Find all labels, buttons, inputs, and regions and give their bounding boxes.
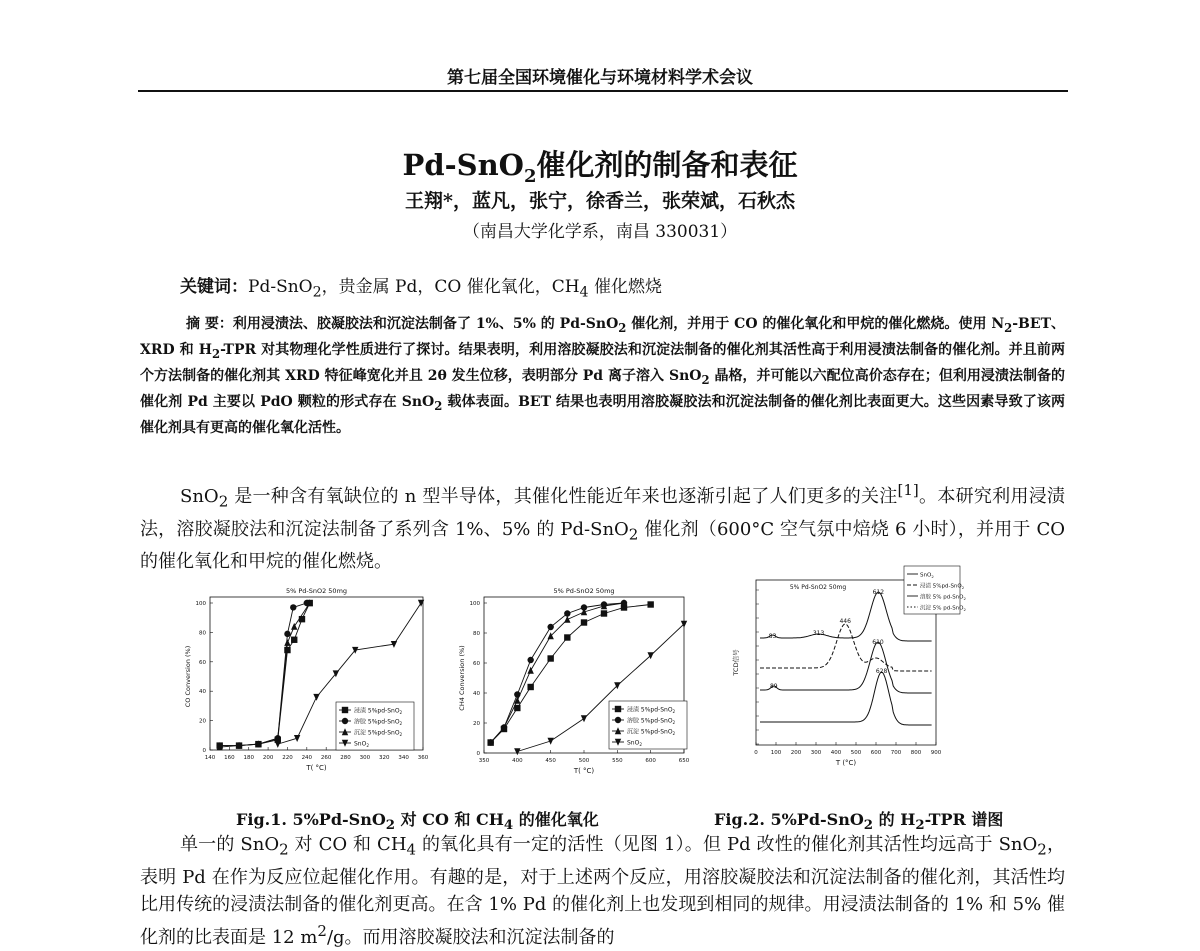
chart-title: 5% Pd-SnO2 50mg — [789, 584, 847, 591]
x-tick-label: 160 — [224, 755, 235, 761]
y-tick-label: 20 — [199, 718, 206, 725]
caption-sub: 2 — [385, 817, 396, 834]
title-part: Pd-SnO — [402, 148, 524, 182]
affiliation: （南昌大学化学系，南昌 330031） — [462, 222, 738, 242]
x-tick-label: 320 — [379, 755, 390, 761]
data-point — [275, 741, 281, 748]
x-tick-label: 700 — [890, 750, 902, 756]
legend-label: 沉淀 5%pd-SnO$_2$ — [354, 729, 403, 737]
x-tick-label: 200 — [790, 750, 802, 756]
x-axis-label: T (°C) — [835, 759, 857, 767]
x-tick-label: 220 — [282, 755, 293, 761]
y-tick-label: 100 — [195, 601, 206, 607]
abstract-sub: 2 — [434, 398, 443, 413]
x-tick-label: 500 — [578, 758, 590, 764]
body-text: 对 CO 和 CH — [288, 834, 407, 855]
header-rule — [138, 90, 1068, 92]
paper-title — [0, 143, 1200, 187]
x-tick-label: 900 — [930, 750, 942, 756]
x-tick-label: 240 — [301, 755, 313, 761]
chart-title: 5% Pd-SnO2 50mg — [285, 587, 348, 595]
keywords-text: 催化燃烧 — [588, 277, 662, 297]
authors: 王翔*，蓝凡，张宁，徐香兰，张荣斌，石秋杰 — [405, 190, 795, 212]
data-point — [601, 610, 607, 616]
x-tick-label: 300 — [359, 755, 371, 761]
body-sup: 2 — [317, 921, 327, 940]
caption-text: -TPR 谱图 — [924, 810, 1004, 829]
body-text: /g。而用溶胶凝胶法和沉淀法制备的 — [326, 926, 615, 948]
x-tick-label: 600 — [870, 750, 882, 756]
x-axis-label: T( °C) — [306, 764, 327, 772]
legend-label: 沉淀 5%pd-SnO$_2$ — [627, 728, 676, 736]
abstract-text: 利用浸渍法、胶凝胶法和沉淀法制备了 1%、5% 的 Pd-SnO — [232, 316, 619, 332]
x-axis-label: T( °C) — [573, 767, 595, 775]
data-point — [313, 694, 319, 701]
data-point — [514, 748, 520, 755]
tpr-curve — [760, 672, 932, 725]
data-point — [527, 657, 533, 663]
intro-text: SnO — [180, 486, 219, 507]
tpr-curve — [760, 624, 932, 671]
data-point — [284, 647, 290, 653]
peak-label: 628 — [875, 668, 888, 675]
peak-label: 610 — [872, 639, 884, 646]
x-tick-label: 280 — [340, 755, 351, 761]
abstract-text: -TPR 对其物理化学性质进行了探讨。结果表明，利用溶胶凝胶法和沉淀法制备的催化剂其活性高于利用浸渍法制备的催化剂。并且前两个方法制备的催化剂其 XRD 特征峰宽化并且 2θ 发生位移，表明部分 Pd 离子溶入 SnO — [140, 342, 1065, 384]
keywords — [180, 272, 662, 300]
abstract-text: 晶格，并可能以六配位高价态存在；但利用浸渍法制备的催化剂 Pd 主要以 PdO 颗粒的形式存在 SnO — [140, 368, 1065, 410]
body-text: 的氧化具有一定的活性（见图 1）。但 Pd 改性的催化剂其活性均远高于 SnO — [416, 834, 1038, 855]
data-point — [647, 652, 653, 659]
legend-label: 浸渍 5%pd-SnO$_2$ — [920, 583, 965, 590]
data-point — [581, 715, 587, 722]
body-sub: 2 — [279, 840, 289, 859]
y-tick-label: 0 — [202, 748, 206, 754]
legend-label: 浸渍 5%pd-SnO$_2$ — [354, 707, 403, 715]
body-sub: 4 — [406, 840, 417, 859]
abstract-sub: 2 — [618, 320, 627, 335]
figure1-caption — [236, 807, 599, 833]
results-paragraph — [140, 831, 1065, 951]
chart-title: 5% Pd-SnO2 50mg — [553, 587, 615, 595]
data-point — [299, 616, 305, 622]
data-point — [527, 684, 533, 690]
conference-header: 第七届全国环境催化与环境材料学术会议 — [447, 68, 753, 88]
y-axis-label: TCD信号 — [732, 649, 740, 676]
x-tick-label: 100 — [770, 750, 782, 756]
legend-marker — [342, 718, 348, 724]
legend-label: SnO$_2$ — [920, 572, 934, 579]
peak-label: 612 — [872, 589, 885, 596]
abstract-sub: 2 — [701, 372, 710, 387]
abstract-sub: 2 — [1004, 320, 1013, 335]
legend-marker — [615, 706, 621, 712]
x-tick-label: 350 — [478, 758, 490, 764]
peak-label: 446 — [839, 618, 851, 625]
data-point — [581, 619, 587, 625]
y-tick-label: 20 — [473, 721, 480, 727]
y-tick-label: 80 — [199, 630, 206, 637]
x-tick-label: 140 — [204, 755, 216, 761]
data-point — [547, 655, 553, 661]
x-tick-label: 200 — [262, 755, 274, 761]
x-tick-label: 400 — [830, 750, 842, 756]
keywords-text: Pd-SnO — [248, 277, 313, 297]
abstract — [140, 313, 1065, 439]
legend-label: SnO$_2$ — [354, 740, 370, 748]
x-tick-label: 360 — [417, 755, 429, 761]
y-tick-label: 80 — [473, 631, 480, 637]
y-tick-label: 60 — [199, 659, 206, 666]
x-tick-label: 450 — [545, 758, 556, 764]
x-tick-label: 650 — [678, 758, 690, 764]
legend-marker — [342, 707, 348, 713]
data-point — [647, 601, 653, 607]
y-tick-label: 100 — [469, 601, 480, 607]
caption-text: 的 H — [873, 810, 916, 829]
intro-sub: 2 — [628, 525, 639, 544]
title-sub: 2 — [523, 165, 537, 187]
keywords-label: 关键词： — [180, 277, 248, 297]
title-part: 催化剂的制备和表征 — [536, 148, 798, 182]
x-tick-label: 340 — [398, 755, 409, 761]
citation-ref: [1] — [897, 481, 919, 499]
chart-h2-tpr — [724, 560, 966, 782]
abstract-text: 催化剂，并用于 CO 的催化氧化和甲烷的催化燃烧。使用 N — [626, 316, 1005, 332]
x-tick-label: 800 — [910, 750, 922, 756]
abstract-text: -BET、XRD 和 H — [140, 316, 1065, 358]
data-point — [564, 634, 570, 640]
x-tick-label: 0 — [754, 750, 758, 756]
y-tick-label: 40 — [473, 691, 480, 697]
x-tick-label: 260 — [320, 755, 332, 761]
y-tick-label: 40 — [199, 689, 206, 696]
intro-text: 是一种含有氧缺位的 n 型半导体，其催化性能近年来也逐渐引起了人们更多的关注 — [228, 486, 898, 507]
legend-label: 沉淀 5% pd-SnO$_2$ — [920, 605, 966, 612]
data-point — [564, 610, 570, 616]
intro-text: 催化剂（600°C 空气氛中焙烧 6 小时），并用于 CO 的催化氧化和甲烷的催化燃烧。 — [140, 518, 1066, 573]
data-point — [284, 639, 290, 646]
keywords-sub: 4 — [579, 284, 589, 301]
x-tick-label: 300 — [810, 750, 822, 756]
caption-sub: 2 — [863, 817, 874, 834]
data-point — [284, 631, 290, 637]
x-tick-label: 400 — [512, 758, 523, 764]
body-sub: 2 — [1037, 840, 1047, 859]
caption-text: Fig.1. 5%Pd-SnO — [236, 810, 386, 829]
figure2-caption — [714, 807, 1003, 833]
y-axis-label: CO Conversion (%) — [184, 645, 192, 708]
x-tick-label: 180 — [243, 755, 254, 761]
abstract-text: 载体表面。BET 结果也表明用溶胶凝胶法和沉淀法制备的催化剂比表面更大。这些因素导致了该两催化剂具有更高的催化氧化活性。 — [140, 394, 1066, 436]
y-tick-label: 60 — [473, 661, 480, 667]
peak-label: 89 — [769, 683, 778, 690]
chart-ch4-conversion — [452, 575, 702, 790]
caption-text: Fig.2. 5%Pd-SnO — [714, 810, 864, 829]
legend-label: SnO$_2$ — [627, 739, 643, 747]
legend-label: 溶胶 5%pd-SnO$_2$ — [627, 717, 676, 725]
body-text: 单一的 SnO — [180, 834, 280, 855]
caption-text: 对 CO 和 CH — [395, 810, 504, 829]
legend-label: 溶胶 5% pd-SnO$_2$ — [920, 594, 966, 601]
x-tick-label: 550 — [612, 758, 623, 764]
legend-label: 浸渍 5%pd-SnO$_2$ — [627, 706, 676, 714]
data-point — [547, 624, 553, 630]
legend-marker — [615, 717, 621, 723]
caption-sub: 4 — [503, 817, 514, 834]
body-text: ，表明 Pd 在作为反应位起催化作用。有趣的是，对于上述两个反应，用溶胶凝胶法和沉淀法制备的催化剂，其活性均比用传统的浸渍法制备的催化剂更高。在含 1% Pd 的催化剂上也发现到相同的规律。用浸渍法制备的 1% 和 5% 催化剂的比表面是 12 m — [140, 834, 1066, 948]
data-point — [564, 616, 570, 623]
caption-sub: 2 — [915, 817, 925, 834]
caption-text: 的催化氧化 — [513, 810, 599, 829]
series-line — [491, 603, 624, 743]
series-line — [491, 603, 624, 743]
intro-sub: 2 — [218, 492, 229, 511]
chart-co-conversion — [178, 575, 440, 790]
keywords-text: ，贵金属 Pd，CO 催化氧化，CH — [321, 277, 580, 297]
peak-label: 83 — [768, 633, 777, 640]
data-point — [290, 604, 296, 610]
data-point — [527, 667, 533, 674]
keywords-sub: 2 — [312, 284, 322, 301]
data-point — [291, 637, 297, 643]
series-line — [220, 603, 310, 747]
x-tick-label: 500 — [850, 750, 862, 756]
y-axis-label: CH4 Conversion (%) — [458, 645, 466, 711]
x-tick-label: 600 — [645, 758, 656, 764]
series-line — [220, 603, 310, 746]
peak-label: 313 — [812, 630, 825, 637]
abstract-sub: 2 — [211, 346, 221, 361]
y-tick-label: 0 — [476, 751, 480, 757]
intro-text: 。本研究利用浸渍法，溶胶凝胶法和沉淀法制备了系列含 1%、5% 的 Pd-SnO — [140, 486, 1065, 540]
abstract-label: 摘 要： — [186, 316, 233, 332]
legend-label: 溶胶 5%pd-SnO$_2$ — [354, 718, 403, 726]
